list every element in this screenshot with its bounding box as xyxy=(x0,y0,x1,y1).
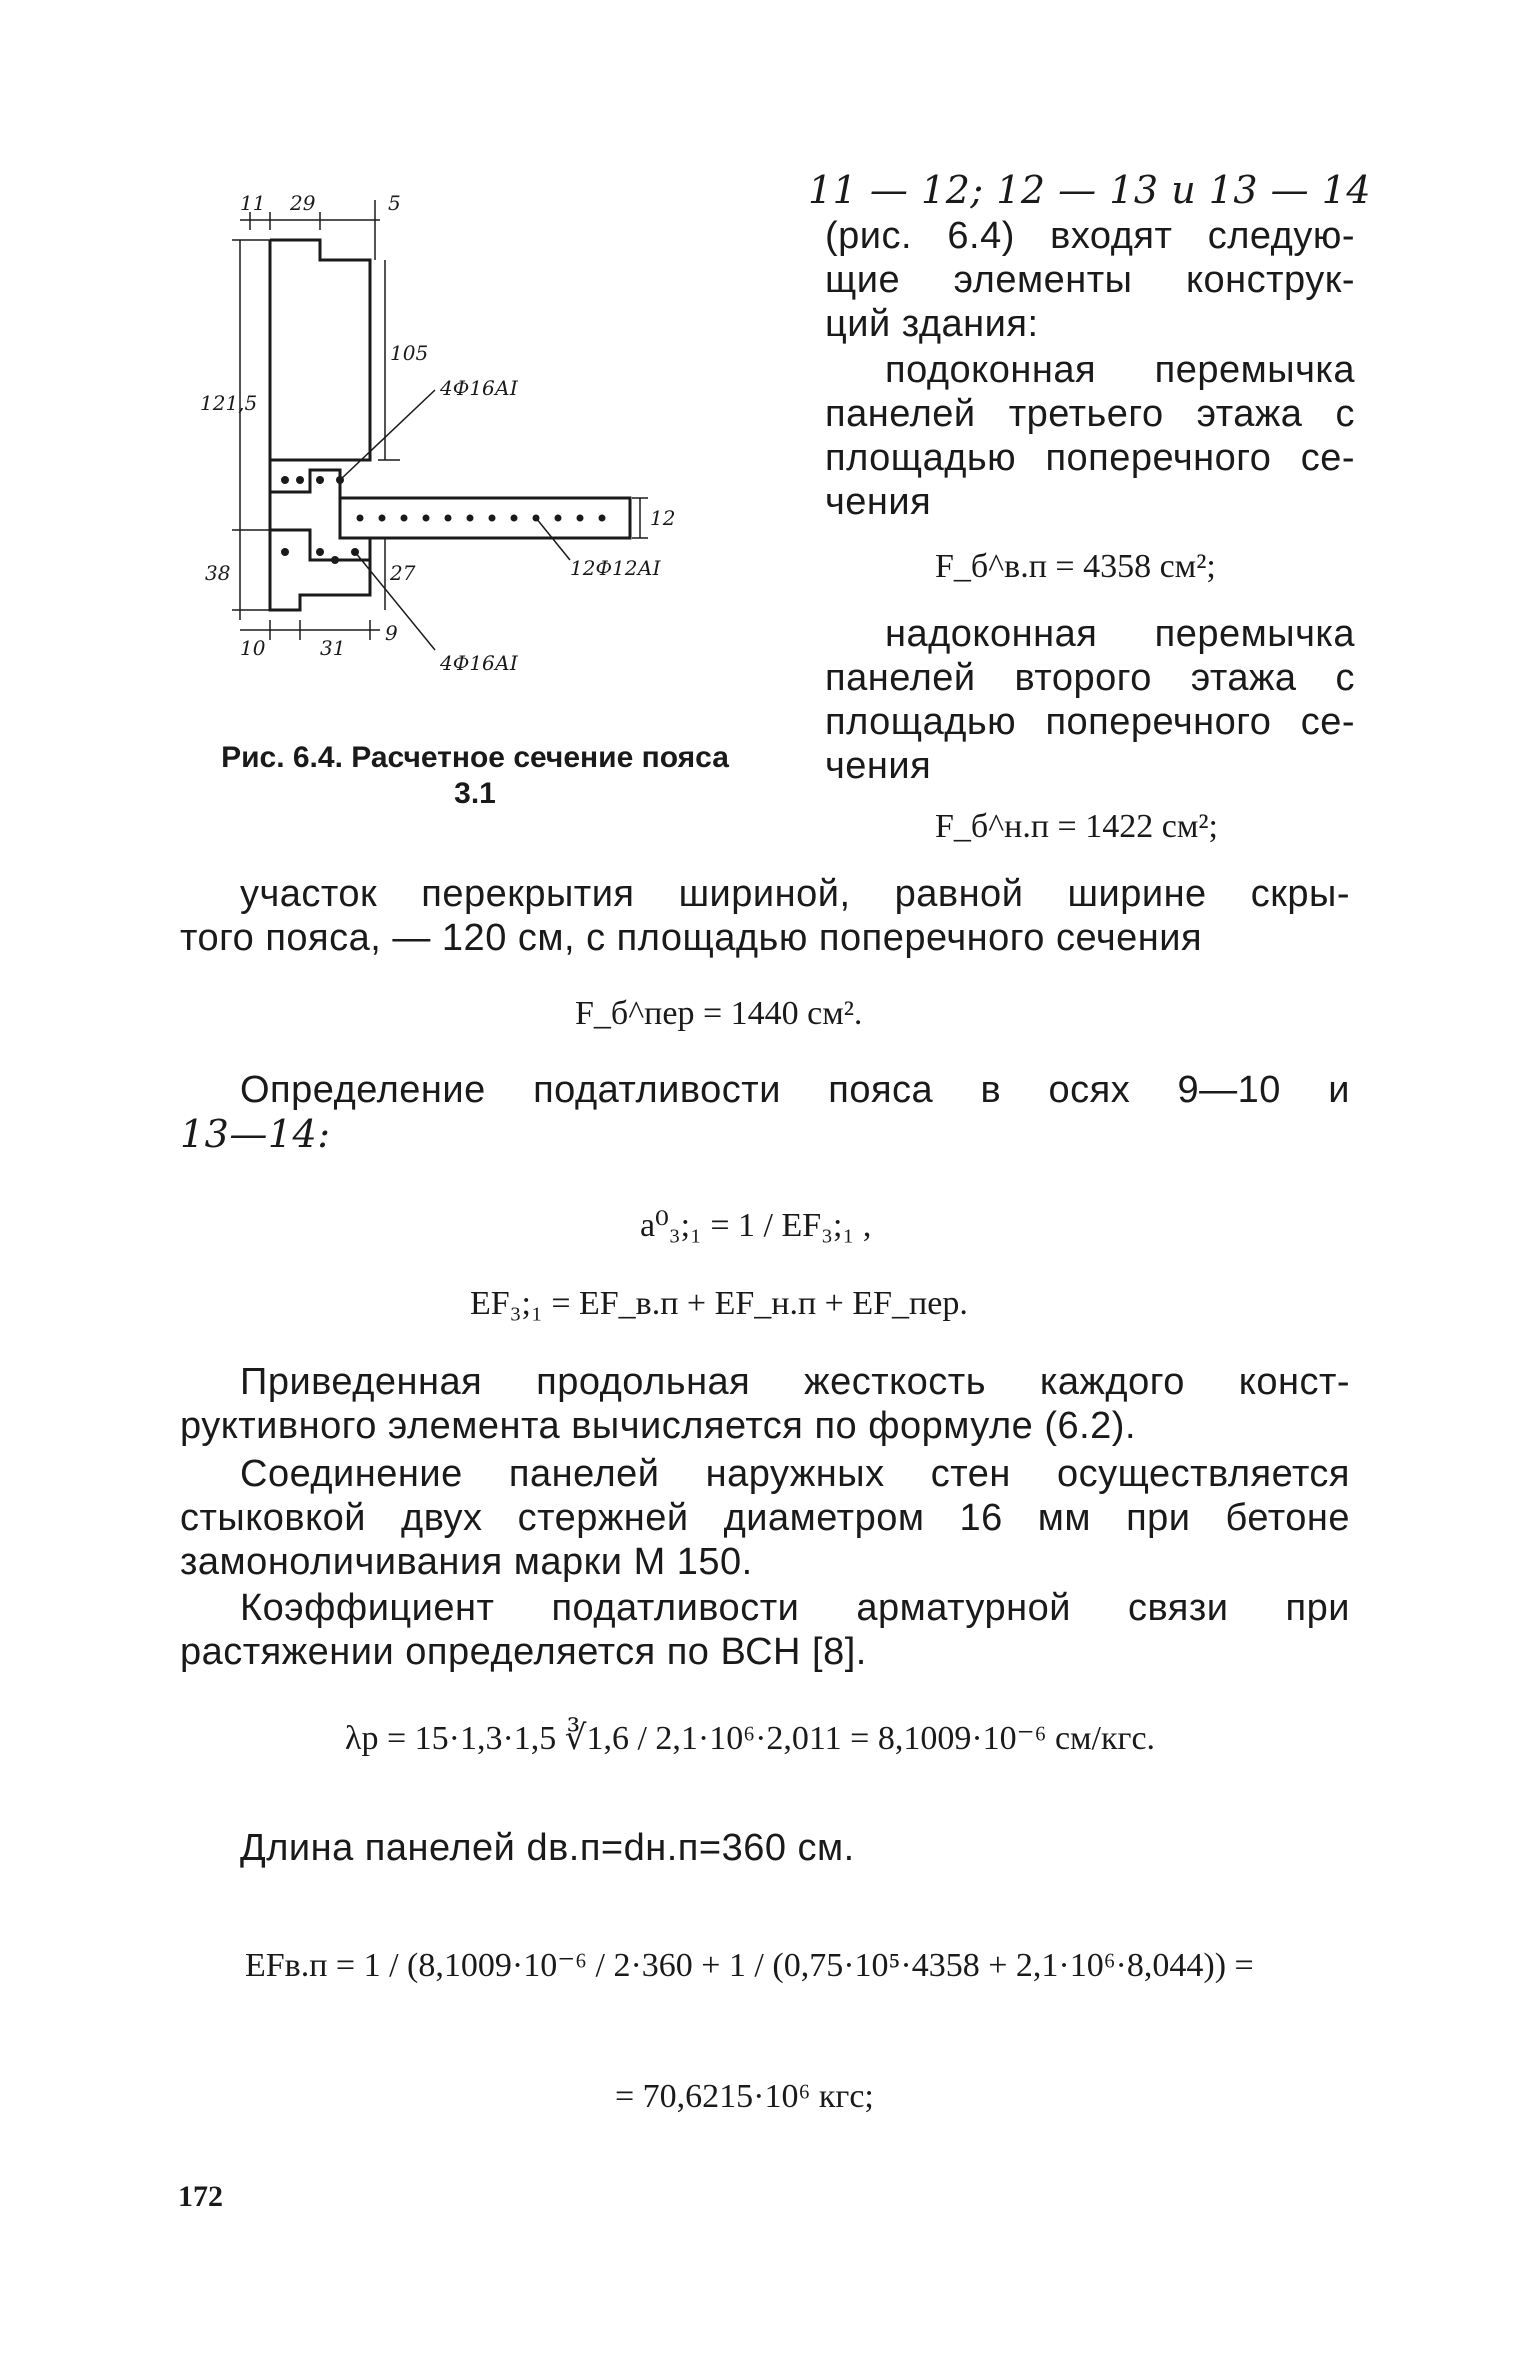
formula-7 xyxy=(245,1945,1254,1985)
joint-outline xyxy=(270,460,370,560)
paragraph-5 xyxy=(180,1586,1350,1674)
label-rebar-top: 4Ф16АI xyxy=(440,376,518,400)
right-col-line: ций здания: xyxy=(825,303,1039,345)
item-1-line: площадью поперечного се- xyxy=(825,437,1355,479)
item-2-line: надоконная перемычка xyxy=(885,613,1355,655)
lower-panel-outline xyxy=(270,530,370,610)
paragraph-3-line: Приведенная продольная жесткость каждого конст- xyxy=(240,1361,1350,1403)
item-2-line: площадью поперечного се- xyxy=(825,701,1355,743)
dim-11: 11 xyxy=(240,191,266,215)
figure-caption-line-2: 3.1 xyxy=(454,777,496,810)
paragraph-4-line: стыковкой двух стержней диаметром 16 мм при бетоне xyxy=(180,1497,1350,1539)
formula-4-text: a⁰₃;₁ = 1 / EF₃;₁ , xyxy=(640,1207,872,1244)
right-col-line: щие элементы конструк- xyxy=(825,259,1355,301)
item-1-line: подоконная перемычка xyxy=(885,349,1355,391)
formula-1 xyxy=(935,548,1216,586)
dim-31: 31 xyxy=(320,636,346,660)
page-number: 172 xyxy=(178,2180,223,2213)
formula-4 xyxy=(640,1205,871,1245)
paragraph-2-line-1: Определение податливости пояса в осях 9—10 и xyxy=(240,1069,1350,1111)
paragraph-5-line: Коэффициент податливости арматурной связи при xyxy=(240,1587,1350,1629)
item-1 xyxy=(825,348,1355,524)
dim-38: 38 xyxy=(205,561,231,585)
paragraph-1-line: участок перекрытия шириной, равной ширине скры- xyxy=(240,873,1350,915)
formula-6-text: λр = 15·1,3·1,5 ∛1,6 / 2,1·10⁶·2,011 = 8,1009·10⁻⁶ см/кгс. xyxy=(345,1720,1156,1757)
formula-2 xyxy=(935,808,1218,846)
item-2 xyxy=(825,612,1355,788)
formula-3-text: F_б^пер = 1440 см². xyxy=(575,995,863,1032)
paragraph-3-line: руктивного элемента вычисляется по формуле (6.2). xyxy=(180,1405,1137,1447)
dim-9: 9 xyxy=(385,621,398,645)
item-2-line: панелей второго этажа с xyxy=(825,657,1355,699)
paragraph-2 xyxy=(180,1068,1350,1156)
formula-5-text: EF₃;₁ = EF_в.п + EF_н.п + EF_пер. xyxy=(470,1285,968,1322)
formula-6 xyxy=(345,1718,1155,1758)
paragraph-3 xyxy=(180,1360,1350,1448)
paragraph-4-line: Соединение панелей наружных стен осуществляется xyxy=(240,1453,1350,1495)
upper-panel-outline xyxy=(270,240,370,460)
formula-3 xyxy=(575,995,862,1033)
label-rebar-slab: 12Ф12АI xyxy=(570,556,661,580)
dim-5: 5 xyxy=(388,191,401,215)
dim-10: 10 xyxy=(240,636,266,660)
paragraph-5-line: растяжении определяется по ВСН [8]. xyxy=(180,1631,867,1673)
paragraph-6-text: Длина панелей dв.п=dн.п=360 см. xyxy=(240,1827,855,1869)
figure-caption xyxy=(190,740,760,812)
formula-7-text: EFв.п = 1 / (8,1009·10⁻⁶ / 2·360 + 1 / (0,75·10⁵·4358 + 2,1·10⁶·8,044)) = xyxy=(245,1947,1254,1984)
right-col-line: (рис. 6.4) входят следую- xyxy=(825,215,1355,257)
paragraph-1-line: того пояса, — 120 см, с площадью поперечного сечения xyxy=(180,917,1203,959)
item-1-line: панелей третьего этажа с xyxy=(825,393,1355,435)
label-rebar-bottom: 4Ф16АI xyxy=(440,651,518,675)
figure-caption-line-1: Рис. 6.4. Расчетное сечение пояса xyxy=(221,741,729,774)
formula-7-result-text: = 70,6215·10⁶ кгс; xyxy=(615,2078,874,2115)
dim-29: 29 xyxy=(290,191,316,215)
paragraph-4-line: замоноличивания марки М 150. xyxy=(180,1541,753,1583)
dim-121-5: 121,5 xyxy=(200,391,258,415)
dim-12: 12 xyxy=(650,506,676,530)
dim-105: 105 xyxy=(390,341,429,365)
formula-5 xyxy=(470,1285,968,1323)
right-col-text xyxy=(825,214,1355,346)
paragraph-6 xyxy=(240,1826,855,1870)
formula-2-text: F_б^н.п = 1422 см²; xyxy=(935,808,1218,845)
figure-cross-section xyxy=(200,180,700,710)
paragraph-1 xyxy=(180,872,1350,960)
right-col-line-1: 11 — 12; 12 — 13 и 13 — 14 xyxy=(808,168,1372,212)
dim-27: 27 xyxy=(390,561,416,585)
formula-1-text: F_б^в.п = 4358 см²; xyxy=(935,548,1216,585)
paragraph-2-line-2: 13—14: xyxy=(180,1112,331,1156)
formula-7-result xyxy=(615,2078,874,2116)
paragraph-4 xyxy=(180,1452,1350,1584)
item-1-line: чения xyxy=(825,481,932,523)
item-2-line: чения xyxy=(825,745,932,787)
